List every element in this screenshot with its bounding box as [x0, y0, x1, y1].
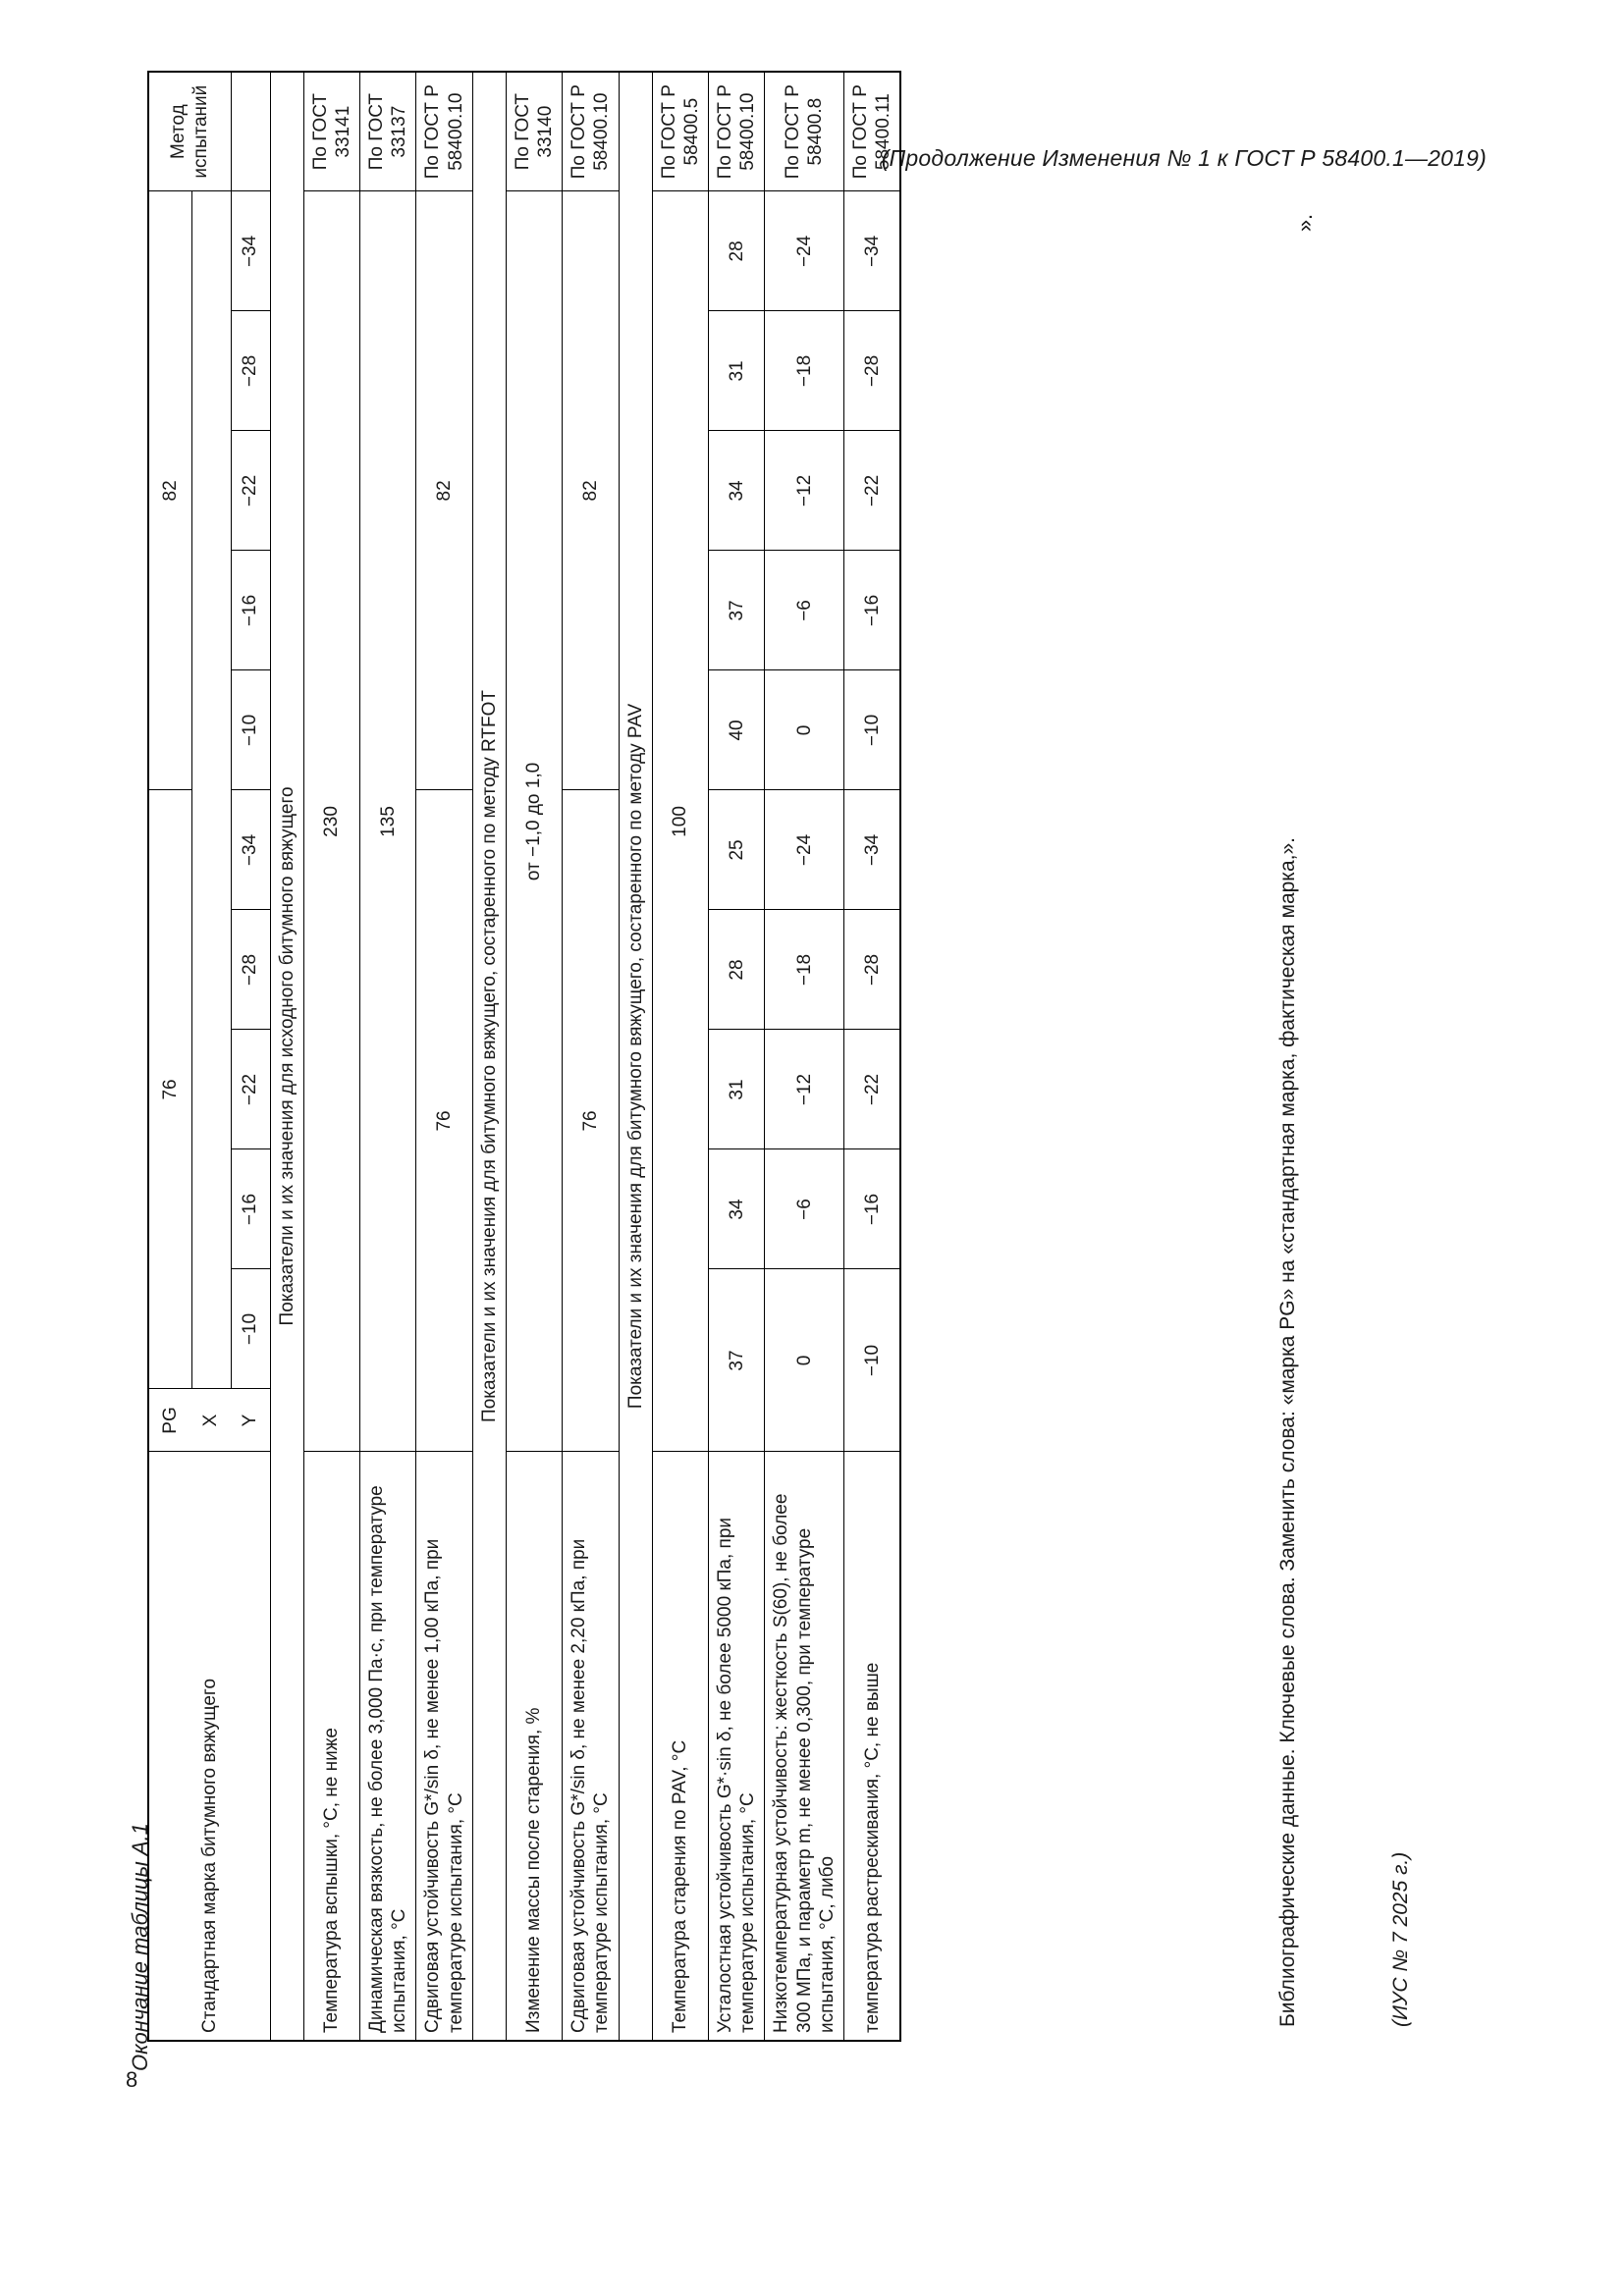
row-label: Низкотемпературная устойчивость: жесткость S(60), не более 300 МПа, и параметр m, не менее 0,300, при температуре испытания, °C, либо	[765, 1452, 844, 2041]
header-y-76-1: −10	[231, 1269, 270, 1389]
row-method-line1: По ГОСТ	[309, 93, 331, 171]
closing-quote-mark: ».	[1292, 213, 1318, 233]
row-method-line1: По ГОСТ	[366, 93, 388, 171]
table-row	[765, 72, 844, 2041]
row-method	[765, 72, 844, 191]
header-method-column	[148, 72, 231, 191]
row-cell: 37	[709, 1269, 765, 1452]
row-label: Температура вспышки, °C, не ниже	[303, 1452, 359, 2041]
section-title-rtfot: Показатели и их значения для битумного вяжущего, состаренного по методу RTFOT	[472, 72, 506, 2041]
row-cell: 31	[709, 1030, 765, 1149]
row-cell: −10	[843, 1269, 900, 1452]
row-method-line1: По ГОСТ Р	[715, 84, 736, 180]
row-label: температура растрескивания, °C, не выше	[843, 1452, 900, 2041]
table-row	[709, 72, 765, 2041]
running-header: (Продолжение Изменения № 1 к ГОСТ Р 58400.1—2019)	[881, 145, 1487, 171]
row-method-line1: По ГОСТ	[512, 93, 533, 171]
table-row	[360, 72, 416, 2041]
table-caption: Окончание таблицы А.1	[128, 1823, 152, 2071]
table-row	[303, 72, 359, 2041]
row-label: Сдвиговая устойчивость G*/sin δ, не менее 1,00 кПа, при температуре испытания, °C	[416, 1452, 472, 2041]
row-label: Сдвиговая устойчивость G*/sin δ, не менее 2,20 кПа, при температуре испытания, °C	[563, 1452, 619, 2041]
header-y-82-3: −22	[231, 431, 270, 551]
row-method-line1: По ГОСТ Р	[658, 84, 679, 180]
header-y-76-5: −34	[231, 790, 270, 910]
row-method-line1: По ГОСТ Р	[568, 84, 590, 180]
table-row	[416, 72, 472, 2041]
header-y-82-2: −16	[231, 551, 270, 670]
row-value-all: от −1,0 до 1,0	[506, 191, 562, 1452]
header-y-82-1: −10	[231, 670, 270, 790]
row-cell: −24	[765, 790, 844, 910]
row-method-line2: 58400.10	[591, 92, 613, 171]
row-method	[563, 72, 619, 191]
header-y-label: Y	[231, 1389, 270, 1452]
row-method-line2: 58400.8	[805, 97, 827, 166]
row-method	[360, 72, 416, 191]
header-x-spacer	[191, 191, 231, 1389]
row-method-line2: 33140	[535, 105, 557, 158]
standard-table-a1	[147, 71, 901, 2042]
header-method-line1: Метод	[168, 104, 189, 160]
header-x-label: X	[191, 1389, 231, 1452]
row-cell: −22	[843, 431, 900, 551]
row-method-line2: 58400.10	[445, 92, 466, 171]
row-cell: −10	[843, 670, 900, 790]
row-method-line2: 58400.10	[737, 92, 759, 171]
row-cell: −34	[843, 790, 900, 910]
row-cell: −16	[843, 1149, 900, 1269]
row-cell: −18	[765, 910, 844, 1030]
row-cell: 25	[709, 790, 765, 910]
table-section-row-2	[472, 72, 506, 2041]
header-y-82-5: −34	[231, 191, 270, 311]
header-y-82-4: −28	[231, 311, 270, 431]
row-cell: 28	[709, 910, 765, 1030]
row-cell: −6	[765, 551, 844, 670]
row-cell: 28	[709, 191, 765, 311]
header-y-76-3: −22	[231, 1030, 270, 1149]
section-title-original-binder: Показатели и их значения для исходного битумного вяжущего	[270, 72, 303, 2041]
row-method-line1: По ГОСТ Р	[783, 84, 803, 180]
header-method-line2: испытаний	[190, 84, 212, 179]
header-y-76-4: −28	[231, 910, 270, 1030]
table-row	[843, 72, 900, 2041]
page-number: 8	[126, 2067, 138, 2092]
row-value-grade-82: 82	[563, 191, 619, 790]
row-cell: −12	[765, 431, 844, 551]
row-cell: −16	[843, 551, 900, 670]
row-method-line2: 58400.11	[873, 93, 894, 171]
row-cell: 31	[709, 311, 765, 431]
row-label: Усталостная устойчивость G*·sin δ, не более 5000 кПа, при температуре испытания, °C	[709, 1452, 765, 2041]
row-method	[843, 72, 900, 191]
table-row	[506, 72, 562, 2041]
row-value-all: 135	[360, 191, 416, 1452]
row-value-all: 100	[652, 191, 708, 1452]
row-method-line2: 33137	[389, 105, 410, 158]
rotated-table-stage	[147, 39, 1453, 2042]
table-section-row-3	[619, 72, 652, 2041]
row-cell: 40	[709, 670, 765, 790]
header-grade-x-82: 82	[148, 191, 191, 790]
row-cell: −6	[765, 1149, 844, 1269]
row-cell: −12	[765, 1030, 844, 1149]
row-method	[303, 72, 359, 191]
row-method-line2: 58400.5	[680, 97, 702, 166]
row-value-all: 230	[303, 191, 359, 1452]
header-pg-label: PG	[148, 1389, 191, 1452]
table-row	[563, 72, 619, 2041]
row-method	[506, 72, 562, 191]
row-label: Динамическая вязкость, не более 3,000 Па·с, при температуре испытания, °C	[360, 1452, 416, 2041]
row-label: Температура старения по PAV, °C	[652, 1452, 708, 2041]
table-row	[652, 72, 708, 2041]
header-name-column: Стандартная марка битумного вяжущего	[148, 1452, 270, 2041]
row-method-line1: По ГОСТ Р	[422, 84, 444, 180]
row-value-grade-76: 76	[416, 790, 472, 1452]
row-cell: 0	[765, 670, 844, 790]
section-title-pav: Показатели и их значения для битумного вяжущего, состаренного по методу PAV	[619, 72, 652, 2041]
row-value-grade-76: 76	[563, 790, 619, 1452]
row-method-line1: По ГОСТ Р	[849, 84, 871, 180]
row-cell: −28	[843, 311, 900, 431]
row-cell: −18	[765, 311, 844, 431]
row-method-line2: 33141	[332, 105, 353, 158]
row-method	[416, 72, 472, 191]
row-cell: 34	[709, 1149, 765, 1269]
table-header-row-pg	[148, 72, 191, 2041]
header-y-76-2: −16	[231, 1149, 270, 1269]
row-cell: −24	[765, 191, 844, 311]
row-cell: 34	[709, 431, 765, 551]
row-label: Изменение массы после старения, %	[506, 1452, 562, 2041]
bibliographic-note: Библиографические данные. Ключевые слова. Заменить слова: «марка PG» на «стандартная марка, фактическая марка,».	[1276, 837, 1299, 2027]
row-value-grade-82: 82	[416, 191, 472, 790]
row-cell: −22	[843, 1030, 900, 1149]
header-method-blank	[231, 72, 270, 191]
row-method	[652, 72, 708, 191]
row-cell: −34	[843, 191, 900, 311]
row-cell: −28	[843, 910, 900, 1030]
header-grade-x-76: 76	[148, 790, 191, 1389]
row-cell: 37	[709, 551, 765, 670]
ius-note: (ИУС № 7 2025 г.)	[1389, 1851, 1412, 2027]
table-section-row-1	[270, 72, 303, 2041]
row-cell: 0	[765, 1269, 844, 1452]
row-method	[709, 72, 765, 191]
